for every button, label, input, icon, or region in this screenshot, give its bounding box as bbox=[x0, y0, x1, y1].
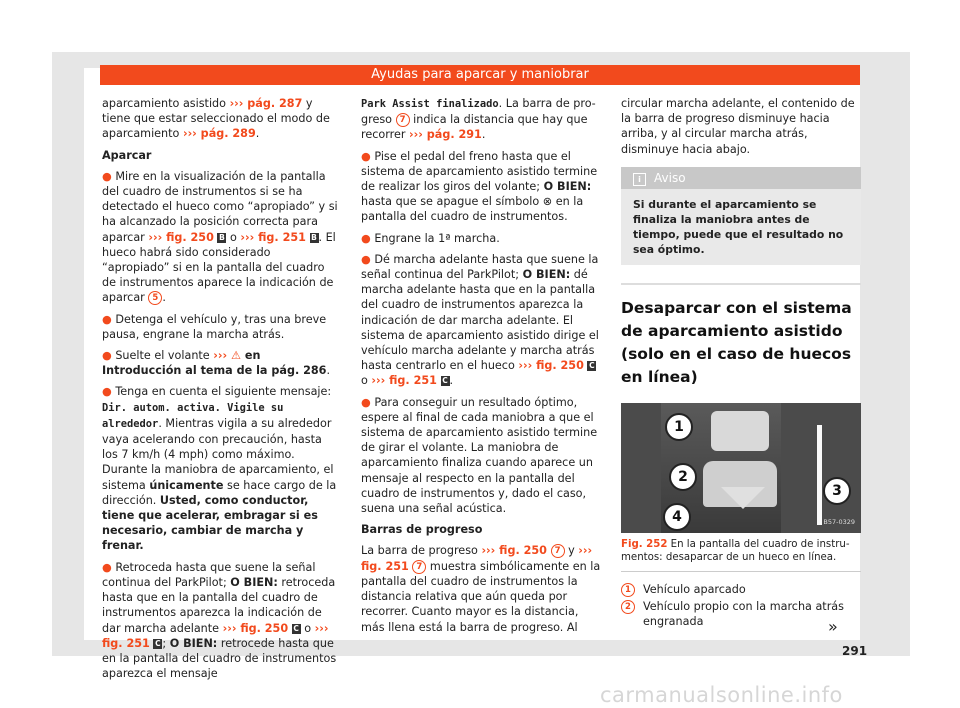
page-ref-link[interactable]: ››› pág. 289 bbox=[182, 127, 256, 141]
legend-text: Vehículo aparcado bbox=[643, 582, 746, 596]
bullet-icon: ● bbox=[102, 169, 112, 183]
legend-item bbox=[621, 599, 861, 629]
callout-number: 7 bbox=[412, 560, 426, 574]
bullet-icon: ● bbox=[361, 231, 371, 245]
figure-ref-link[interactable]: ››› fig. 251 bbox=[371, 374, 437, 388]
bullet-item: ● Tenga en cuenta el siguiente mensaje: Dir. autom. activa. Vigile su alrededor. Mientras vigila a su alrededor vaya acelerando con precaución, hasta los 7 km/h (4 mph) como máximo. Durante la maniobra de aparcamiento, el sistema únicamente se hace cargo de la dirección. Usted, como conductor, tiene que acelerar, embragar si es necesario, cambiar de marcha y frenar. bbox=[102, 385, 337, 553]
figure-callout: 2 bbox=[669, 463, 697, 491]
info-icon: i bbox=[633, 173, 646, 186]
figure-ref-link[interactable]: ››› fig. 250 bbox=[518, 359, 584, 373]
bullet-item: ● Dé marcha adelante hasta que suene la señal continua del ParkPilot; O BIEN: dé marcha adelante hasta que en la pantalla del cuadro de instrumentos aparezca la indicación de dar marcha adelante. El sistema de aparcamiento asistido dirige el vehículo marcha adelante y marcha atrás hasta centrarlo en el hueco ››› fig. 250 C o ››› fig. 251 C . bbox=[361, 252, 599, 388]
paragraph-intro: aparcamiento asistido ››› pág. 287 y tiene que estar seleccionado el modo de aparcamiento ››› pág. 289. bbox=[102, 97, 330, 141]
paragraph-progress: La barra de progreso ››› fig. 250 7 y ››› fig. 251 7 muestra simbólicamente en la pantalla del cuadro de instrumentos la distancia relativa que aún queda por recorrer. Cuanto mayor es la distancia, más llena está la barra de progreso. Al bbox=[361, 544, 601, 634]
parked-car-shape bbox=[711, 411, 769, 451]
figure-ref-link[interactable]: ››› fig. 250 bbox=[222, 621, 289, 635]
figure-ref-link[interactable]: ››› fig. 250 bbox=[481, 544, 547, 558]
notice-text: Si durante el aparcamiento se finaliza la maniobra antes de tiempo, puede que el resultado no sea óptimo. bbox=[633, 197, 844, 256]
bullet-icon: ● bbox=[102, 560, 112, 574]
figure-part-marker: C bbox=[293, 623, 299, 633]
legend-number: 1 bbox=[621, 583, 635, 597]
legend-item bbox=[621, 582, 861, 597]
legend-number: 2 bbox=[621, 600, 635, 614]
figure-part-marker: C bbox=[589, 361, 595, 371]
warning-ref-link[interactable]: ››› bbox=[213, 349, 231, 363]
bullet-icon: ● bbox=[361, 149, 371, 163]
figure-illustration bbox=[621, 403, 861, 533]
column-2 bbox=[361, 96, 603, 641]
figure-ref-link[interactable]: ››› fig. 251 bbox=[102, 621, 329, 650]
display-message: Dir. autom. activa. Vigile su alrededor bbox=[102, 401, 284, 430]
subheading-aparcar: Aparcar bbox=[102, 148, 152, 162]
bullet-item: ● Suelte el volante ››› ⚠ en Introducción al tema de la pág. 286. bbox=[102, 349, 331, 378]
figure-ref-link[interactable]: ››› fig. 251 bbox=[361, 544, 593, 573]
paragraph-continued: Park Assist finalizado. La barra de progreso 7 indica la distancia que hay que recorrer ››› pág. 291. bbox=[361, 97, 596, 142]
callout-number: 7 bbox=[551, 544, 565, 558]
figure-caption: Fig. 252 En la pantalla del cuadro de instrumentos: desaparcar de un hueco en línea. bbox=[621, 538, 861, 572]
figure-label: Fig. 252 bbox=[621, 538, 668, 550]
bullet-item: ● Detenga el vehículo y, tras una breve pausa, engrane la marcha atrás. bbox=[102, 312, 327, 341]
page-ref-link[interactable]: ››› pág. 291 bbox=[409, 128, 482, 142]
steering-symbol-icon: ⊗ bbox=[542, 195, 553, 209]
bullet-item: ● Para conseguir un resultado óptimo, espere al final de cada maniobra a que el sistema de aparcamiento asistido termine de girar el volante. La maniobra de aparcamiento finaliza cuando aparece un mensaje al respecto en la pantalla del cuadro de instrumentos y, dado el caso, suena una señal acústica. bbox=[361, 395, 598, 516]
bullet-icon: ● bbox=[361, 252, 371, 266]
figure-part-marker: C bbox=[155, 638, 161, 648]
display-message: Park Assist finalizado bbox=[361, 98, 499, 110]
section-title: Desaparcar con el sistema de aparcamiento asistido (solo en el caso de huecos en línea) bbox=[621, 283, 861, 389]
figure-callout: 1 bbox=[665, 413, 693, 441]
bullet-icon: ● bbox=[361, 395, 371, 409]
bullet-icon: ● bbox=[102, 312, 112, 326]
figure-ref-link[interactable]: ››› fig. 251 bbox=[240, 230, 306, 244]
page-ref-link[interactable]: ››› pág. 287 bbox=[229, 97, 303, 110]
column-1 bbox=[102, 96, 340, 687]
bullet-icon: ● bbox=[102, 349, 112, 363]
legend-text: Vehículo propio con la marcha atrás engranada bbox=[643, 600, 844, 629]
watermark: carmanualsonline.info bbox=[600, 683, 843, 707]
callout-number: 5 bbox=[148, 291, 162, 305]
figure-part-marker: B bbox=[219, 232, 225, 242]
figure-legend bbox=[621, 582, 861, 630]
callout-number: 7 bbox=[396, 113, 410, 127]
figure-callout: 4 bbox=[663, 503, 691, 531]
page-number: 291 bbox=[842, 644, 868, 658]
notice-header bbox=[621, 167, 861, 189]
figure-ref-link[interactable]: ››› fig. 250 bbox=[148, 230, 214, 244]
continue-marker: » bbox=[828, 617, 838, 636]
direction-arrow-icon bbox=[721, 487, 765, 509]
bullet-item: ● Mire en la visualización de la pantalla del cuadro de instrumentos si se ha detectado el hueco como “apropiado” y si ha alcanzado la posición correcta para aparcar ››› fig. 250 B o ››› fig. 251 B . El hueco habrá sido considerado “apropiado” si en la pantalla del cuadro de instrumentos aparece la indicación de aparcar 5 . bbox=[102, 169, 338, 305]
bullet-item: ● Pise el pedal del freno hasta que el sistema de aparcamiento asistido termine de realizar los giros del volante; O BIEN: hasta que se apague el símbolo ⊗ en la pantalla del cuadro de instrumentos. bbox=[361, 149, 598, 224]
figure-callout: 3 bbox=[823, 477, 851, 505]
column-3 bbox=[621, 96, 861, 631]
subheading-barras: Barras de progreso bbox=[361, 523, 483, 537]
notice-title: Aviso bbox=[654, 170, 686, 185]
paragraph-continued: circular marcha adelante, el contenido de la barra de progreso disminuye hacia arriba, y al circular marcha atrás, disminuye hacia abajo. bbox=[621, 97, 855, 156]
notice-box bbox=[621, 167, 861, 265]
figure-code: B57-0329 bbox=[823, 517, 855, 526]
bullet-icon: ● bbox=[102, 385, 112, 399]
page-header: Ayudas para aparcar y maniobrar bbox=[100, 65, 860, 85]
progress-bar-shape bbox=[817, 425, 822, 525]
bullet-item: ● Retroceda hasta que suene la señal continua del ParkPilot; O BIEN: retroceda hasta que en la pantalla del cuadro de instrumentos aparezca la indicación de dar marcha adelante ››› fig. 250 C o ››› fig. 251 C ; O BIEN: retrocede hasta que en la pantalla del cuadro de instrumentos aparezca el mensaje bbox=[102, 560, 337, 681]
figure-part-marker: C bbox=[442, 376, 448, 386]
figure-part-marker: B bbox=[311, 232, 317, 242]
warning-triangle-icon: ⚠ bbox=[230, 349, 241, 363]
bullet-item: ● Engrane la 1ª marcha. bbox=[361, 231, 500, 245]
